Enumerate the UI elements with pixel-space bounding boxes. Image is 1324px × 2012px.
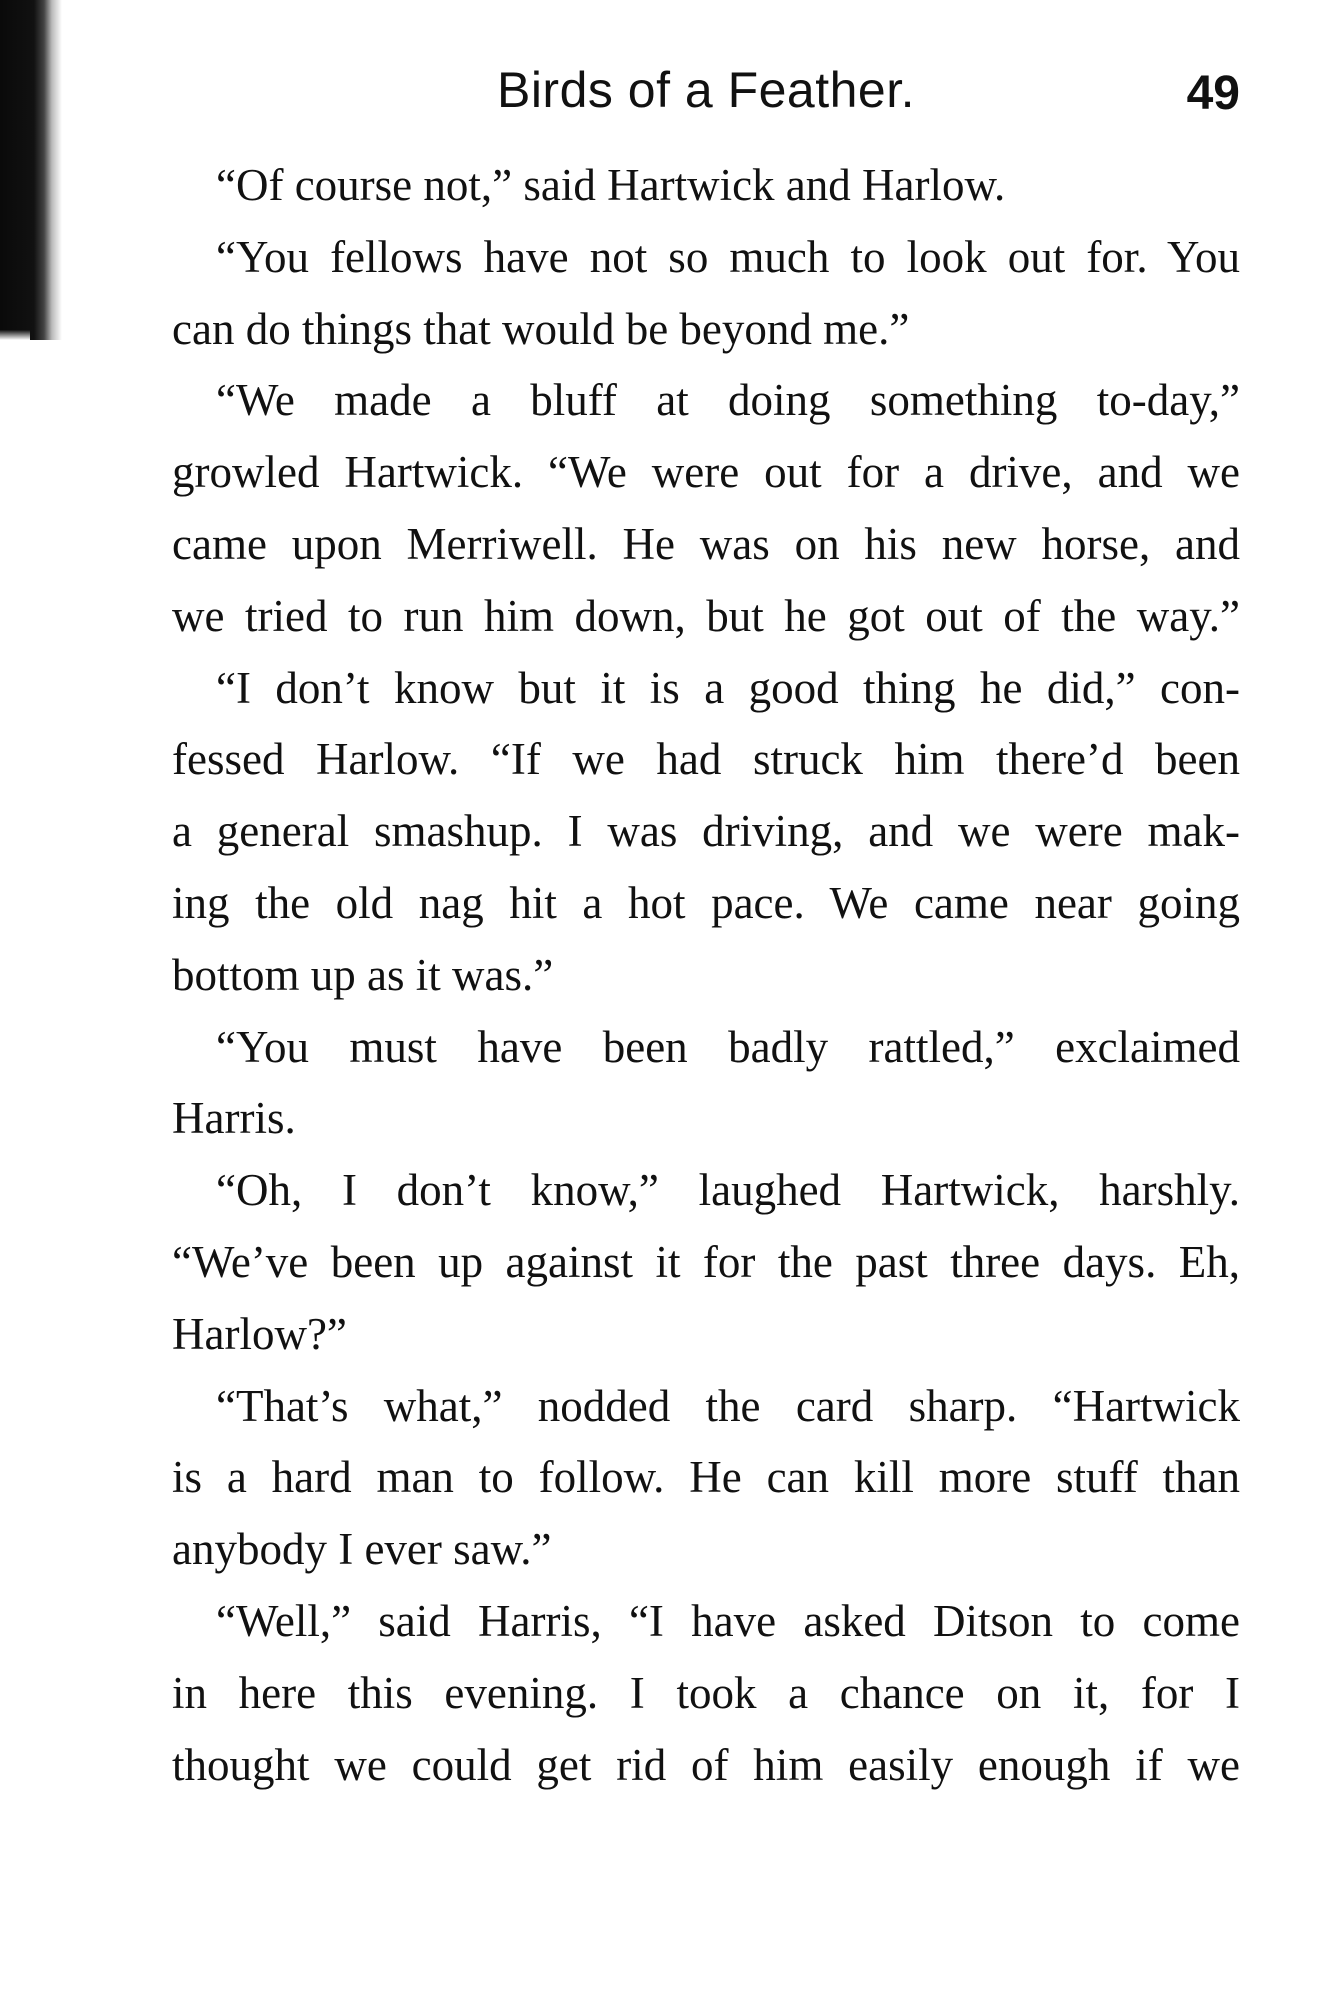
paragraph-8 [172, 1586, 1240, 1801]
text-line: anybody I ever saw.” [172, 1524, 552, 1575]
text-line: “You must have been badly rattled,” exclaimed [216, 1021, 1240, 1072]
text-line: thought we could get rid of him easily enough if we [172, 1739, 1240, 1790]
text-line: “That’s what,” nodded the card sharp. “Hartwick [216, 1380, 1240, 1431]
text-line: we tried to run him down, but he got out of the way.” [172, 590, 1240, 641]
body-text [172, 150, 1240, 1801]
page-number: 49 [1186, 67, 1240, 120]
text-line: “You fellows have not so much to look out for. You [216, 231, 1240, 282]
text-line: can do things that would be beyond me.” [172, 303, 910, 354]
text-line: came upon Merriwell. He was on his new horse, and [172, 518, 1240, 569]
paragraph-1 [172, 150, 1240, 222]
text-line: Harlow?” [172, 1308, 347, 1359]
text-line: a general smashup. I was driving, and we were mak- [172, 806, 1240, 857]
page-header [172, 58, 1240, 122]
paragraph-6 [172, 1155, 1240, 1370]
text-line: “We’ve been up against it for the past three days. Eh, [172, 1236, 1240, 1287]
text-line: “Of course not,” said Hartwick and Harlow. [216, 160, 1006, 210]
text-line: “Oh, I don’t know,” laughed Hartwick, harshly. [216, 1165, 1240, 1216]
text-line: “We made a bluff at doing something to-day,” [216, 375, 1240, 426]
text-line: ing the old nag hit a hot pace. We came near going [172, 877, 1240, 928]
text-line: bottom up as it was.” [172, 949, 554, 1000]
text-line: “Well,” said Harris, “I have asked Ditson to come [216, 1595, 1240, 1646]
text-line: fessed Harlow. “If we had struck him there’d been [172, 734, 1240, 785]
text-line: Harris. [172, 1093, 296, 1144]
paragraph-5 [172, 1012, 1240, 1156]
text-line: growled Hartwick. “We were out for a drive, and we [172, 447, 1240, 498]
text-line: is a hard man to follow. He can kill more stuff than [172, 1452, 1240, 1503]
text-line: “I don’t know but it is a good thing he did,” con- [216, 662, 1240, 713]
paragraph-2 [172, 222, 1240, 366]
paragraph-3 [172, 365, 1240, 652]
paragraph-4 [172, 653, 1240, 1012]
text-line: in here this evening. I took a chance on it, for I [172, 1667, 1240, 1718]
book-binding-edge [0, 0, 62, 340]
paragraph-7 [172, 1371, 1240, 1586]
page-title: Birds of a Feather. [496, 62, 916, 118]
